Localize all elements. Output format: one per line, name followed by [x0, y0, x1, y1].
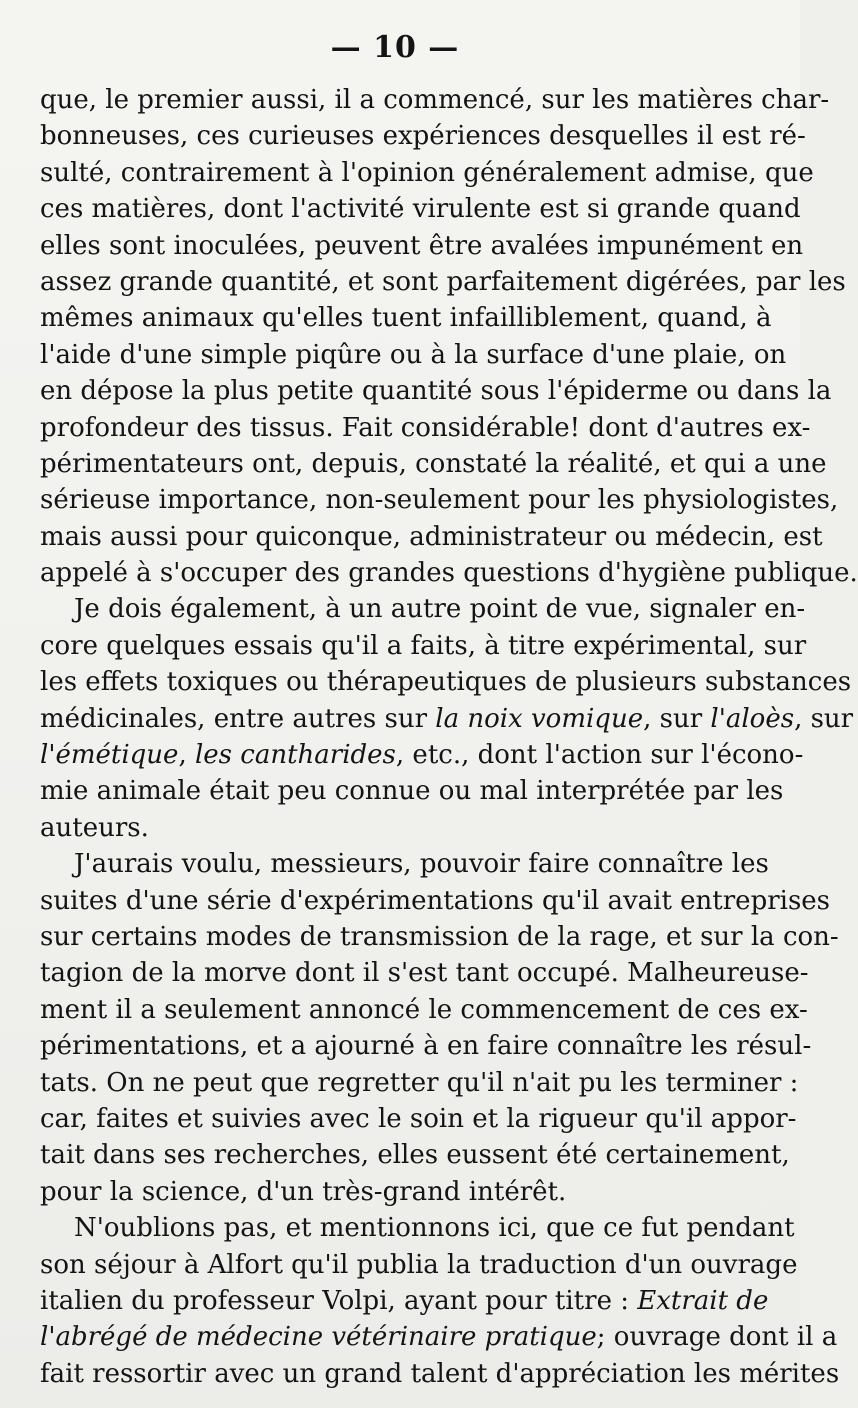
text-segment: tats. On ne peut que regretter qu'il n'ait pu les terminer :: [40, 1067, 799, 1098]
text-segment: elles sont inoculées, peuvent être avalées impunément en: [40, 230, 804, 261]
italic-text: l'abrégé de médecine vétérinaire pratique: [40, 1322, 597, 1353]
text-segment: mie animale était peu connue ou mal interprétée par les: [40, 776, 784, 807]
text-segment: périmentateurs ont, depuis, constaté la réalité, et qui a une: [40, 448, 827, 479]
italic-text: l'émétique: [40, 740, 179, 771]
text-segment: sur certains modes de transmission de la rage, et sur la con-: [40, 921, 839, 952]
text-segment: mêmes animaux qu'elles tuent infailliblement, quand, à: [40, 303, 772, 334]
text-line: [40, 410, 811, 446]
text-line: [40, 955, 809, 991]
text-segment: ment il a seulement annoncé le commencement de ces ex-: [40, 994, 808, 1025]
text-segment: en dépose la plus petite quantité sous l'épiderme ou dans la: [40, 376, 832, 407]
text-segment: tait dans ses recherches, elles eussent été certainement,: [40, 1140, 790, 1171]
text-line: [40, 519, 823, 555]
text-line: [40, 155, 814, 191]
text-segment: mais aussi pour quiconque, administrateur ou médecin, est: [40, 521, 823, 552]
text-segment: médicinales, entre autres sur: [40, 703, 436, 734]
text-line: [40, 628, 807, 664]
text-line: [40, 737, 804, 773]
text-segment: , etc., dont l'action sur l'écono-: [395, 740, 804, 771]
text-line: [40, 446, 827, 482]
text-line: [40, 701, 854, 737]
text-segment: tagion de la morve dont il s'est tant occupé. Malheureuse-: [40, 958, 809, 989]
text-line: [40, 1065, 799, 1101]
text-segment: bonneuses, ces curieuses expériences desquelles il est ré-: [40, 121, 806, 152]
text-line: [40, 82, 830, 118]
text-line: [40, 1247, 798, 1283]
text-line: [40, 846, 769, 882]
text-line: [40, 1319, 838, 1355]
text-segment: car, faites et suivies avec le soin et la rigueur qu'il appor-: [40, 1103, 797, 1134]
text-segment: italien du professeur Volpi, ayant pour titre :: [40, 1285, 638, 1316]
text-line: [40, 228, 804, 264]
text-line: [40, 1028, 812, 1064]
text-line: [40, 919, 839, 955]
text-segment: profondeur des tissus. Fait considérable! dont d'autres ex-: [40, 412, 811, 443]
text-segment: , sur: [643, 703, 711, 734]
italic-text: la noix vomique: [435, 703, 644, 734]
text-segment: sulté, contrairement à l'opinion généralement admise, que: [40, 157, 814, 188]
text-segment: assez grande quantité, et sont parfaitement digérées, par les: [40, 266, 846, 297]
text-line: [40, 1137, 790, 1173]
text-line: [40, 773, 784, 809]
text-line: [40, 337, 787, 373]
text-line: [40, 1356, 840, 1392]
text-segment: fait ressortir avec un grand talent d'appréciation les mérites: [40, 1358, 840, 1389]
text-line: [40, 1101, 797, 1137]
text-segment: , sur: [794, 703, 854, 734]
text-segment: pour la science, d'un très-grand intérêt.: [40, 1176, 567, 1207]
text-line: [40, 555, 858, 591]
text-segment: ; ouvrage dont il a: [596, 1322, 838, 1353]
text-segment: ,: [178, 740, 195, 771]
text-segment: ces matières, dont l'activité virulente est si grande quand: [40, 194, 801, 225]
text-segment: périmentations, et a ajourné à en faire connaître les résul-: [40, 1031, 812, 1062]
text-segment: l'aide d'une simple piqûre ou à la surface d'une plaie, on: [40, 339, 787, 370]
text-line: [40, 591, 806, 627]
text-segment: que, le premier aussi, il a commencé, sur les matières char-: [40, 85, 830, 115]
text-line: [40, 191, 801, 227]
text-line: [40, 264, 846, 300]
italic-text: l'aloès: [710, 703, 795, 734]
text-segment: core quelques essais qu'il a faits, à titre expérimental, sur: [40, 630, 807, 661]
text-line: [40, 118, 806, 154]
text-segment: J'aurais voulu, messieurs, pouvoir faire connaître les: [74, 849, 769, 880]
text-line: [40, 1174, 756, 1210]
text-segment: N'oublions pas, et mentionnons ici, que ce fut pendant: [74, 1213, 795, 1244]
text-segment: sérieuse importance, non-seulement pour les physiologistes,: [40, 485, 839, 516]
italic-text: Extrait de: [637, 1285, 769, 1316]
page-number: — 10 —: [330, 30, 460, 65]
text-line: [40, 664, 852, 700]
text-line: [40, 1283, 769, 1319]
text-line: [40, 300, 772, 336]
text-segment: auteurs.: [40, 812, 149, 843]
text-line: [40, 373, 832, 409]
text-line: [40, 883, 831, 919]
italic-text: les cantharides: [194, 740, 396, 771]
text-line: [40, 810, 756, 846]
text-segment: appelé à s'occuper des grandes questions d'hygiène publique.: [40, 558, 858, 589]
text-line: [40, 482, 839, 518]
text-segment: les effets toxiques ou thérapeutiques de plusieurs substances: [40, 667, 852, 698]
text-segment: son séjour à Alfort qu'il publia la traduction d'un ouvrage: [40, 1249, 798, 1280]
text-segment: suites d'une série d'expérimentations qu'il avait entreprises: [40, 885, 831, 916]
text-line: [40, 1210, 795, 1246]
body-text: [40, 82, 858, 1392]
text-line: [40, 992, 808, 1028]
text-segment: Je dois également, à un autre point de vue, signaler en-: [74, 594, 806, 625]
